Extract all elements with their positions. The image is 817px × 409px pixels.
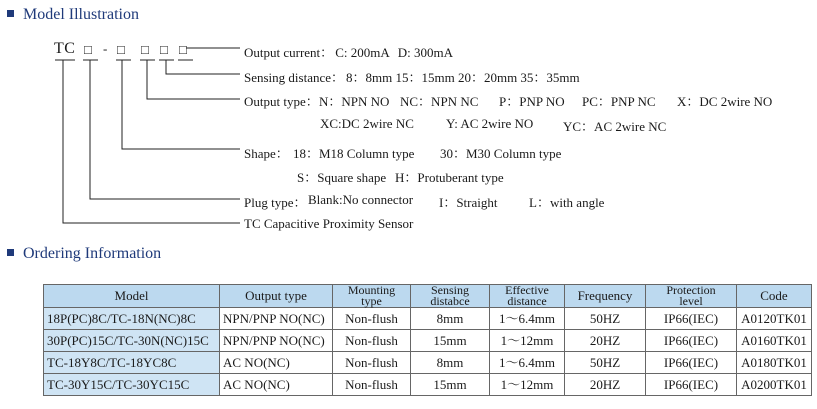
table-row bbox=[44, 374, 812, 396]
shape-option: 18：M18 Column type bbox=[293, 146, 415, 161]
code-dash: - bbox=[103, 41, 108, 56]
code-slot-4: □ bbox=[160, 42, 168, 57]
cell-code: A0200TK01 bbox=[737, 374, 812, 396]
ordering-table bbox=[43, 284, 812, 396]
header-effective-distance: Effective distance bbox=[490, 285, 565, 308]
cell-output-type: AC NO(NC) bbox=[220, 374, 333, 396]
cell-effective: 1～12mm bbox=[490, 330, 565, 352]
output-type-option: Y: AC 2wire NO bbox=[446, 116, 534, 131]
model-code: TC bbox=[54, 40, 76, 57]
cell-model: TC-18Y8C/TC-18YC8C bbox=[44, 352, 220, 374]
square-bullet-icon bbox=[7, 249, 14, 256]
table-row bbox=[44, 352, 812, 374]
code-slot-3: □ bbox=[141, 42, 149, 57]
shape-option: 30：M30 Column type bbox=[440, 146, 562, 161]
cell-sensing: 15mm bbox=[411, 374, 490, 396]
output-type-option: N：NPN NO bbox=[319, 94, 390, 109]
cell-protection: IP66(IEC) bbox=[646, 308, 737, 330]
cell-code: A0160TK01 bbox=[737, 330, 812, 352]
cell-model: 18P(PC)8C/TC-18N(NC)8C bbox=[44, 308, 220, 330]
cell-output-type: NPN/PNP NO(NC) bbox=[220, 308, 333, 330]
sensing-distance-line: Sensing distance： 8：8mm 15：15mm 20：20mm 35：35mm bbox=[244, 70, 580, 85]
output-current-line: Output current： C: 200mA D: 300mA bbox=[244, 45, 453, 60]
header-code: Code bbox=[737, 285, 812, 308]
output-type-option: X：DC 2wire NO bbox=[677, 94, 773, 109]
cell-model: 30P(PC)15C/TC-30N(NC)15C bbox=[44, 330, 220, 352]
cell-output-type: NPN/PNP NO(NC) bbox=[220, 330, 333, 352]
cell-frequency: 20HZ bbox=[565, 330, 646, 352]
model-illustration-heading: Model Illustration bbox=[7, 6, 139, 24]
cell-output-type: AC NO(NC) bbox=[220, 352, 333, 374]
shape-option: H：Protuberant type bbox=[395, 170, 504, 185]
sensor-line: TC Capacitive Proximity Sensor bbox=[244, 216, 414, 231]
cell-protection: IP66(IEC) bbox=[646, 352, 737, 374]
output-type-option: P：PNP NO bbox=[499, 94, 565, 109]
cell-frequency: 50HZ bbox=[565, 352, 646, 374]
cell-sensing: 15mm bbox=[411, 330, 490, 352]
header-frequency: Frequency bbox=[565, 285, 646, 308]
output-type-option: PC：PNP NC bbox=[582, 94, 656, 109]
code-slot-5: □ bbox=[179, 42, 187, 57]
code-slot-2: □ bbox=[117, 42, 125, 57]
table-header-row bbox=[44, 285, 812, 308]
cell-protection: IP66(IEC) bbox=[646, 374, 737, 396]
cell-effective: 1～6.4mm bbox=[490, 308, 565, 330]
plug-type-option: L：with angle bbox=[529, 195, 605, 210]
output-type-option: XC:DC 2wire NC bbox=[320, 116, 414, 131]
cell-effective: 1～12mm bbox=[490, 374, 565, 396]
cell-mounting: Non-flush bbox=[333, 352, 411, 374]
cell-code: A0120TK01 bbox=[737, 308, 812, 330]
cell-code: A0180TK01 bbox=[737, 352, 812, 374]
output-type-line: Output type： bbox=[244, 94, 319, 109]
header-mounting-type: Mounting type bbox=[333, 285, 411, 308]
shape-option: S：Square shape bbox=[297, 170, 387, 185]
cell-effective: 1～6.4mm bbox=[490, 352, 565, 374]
header-sensing-distance: Sensing distabce bbox=[411, 285, 490, 308]
cell-mounting: Non-flush bbox=[333, 308, 411, 330]
header-protection-level: Protection level bbox=[646, 285, 737, 308]
cell-frequency: 20HZ bbox=[565, 374, 646, 396]
plug-type-option: I：Straight bbox=[439, 195, 498, 210]
plug-type-option: Blank:No connector bbox=[308, 192, 414, 207]
cell-sensing: 8mm bbox=[411, 308, 490, 330]
cell-protection: IP66(IEC) bbox=[646, 330, 737, 352]
output-type-option: YC：AC 2wire NC bbox=[563, 119, 667, 134]
header-output-type: Output type bbox=[220, 285, 333, 308]
shape-line: Shape： bbox=[244, 146, 289, 161]
cell-mounting: Non-flush bbox=[333, 330, 411, 352]
output-type-option: NC：NPN NC bbox=[400, 94, 479, 109]
cell-model: TC-30Y15C/TC-30YC15C bbox=[44, 374, 220, 396]
table-row bbox=[44, 330, 812, 352]
cell-frequency: 50HZ bbox=[565, 308, 646, 330]
code-slot-1: □ bbox=[84, 42, 92, 57]
cell-mounting: Non-flush bbox=[333, 374, 411, 396]
table-row bbox=[44, 308, 812, 330]
ordering-information-heading: Ordering Information bbox=[7, 245, 161, 263]
plug-type-line: Plug type： bbox=[244, 195, 307, 210]
cell-sensing: 8mm bbox=[411, 352, 490, 374]
header-model: Model bbox=[44, 285, 220, 308]
